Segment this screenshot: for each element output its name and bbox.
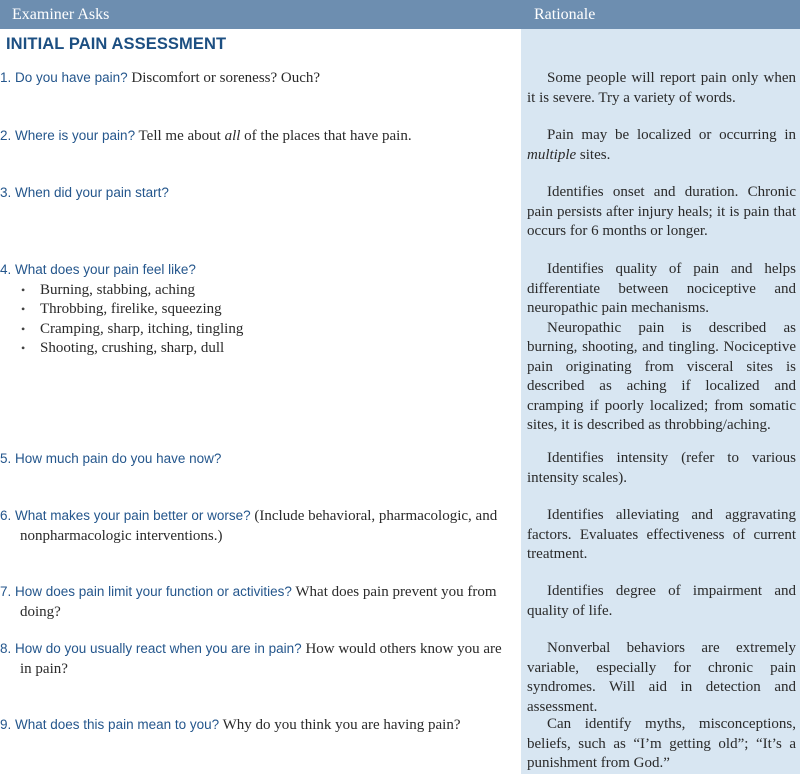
rationale-9 — [527, 715, 796, 774]
header-examiner-asks: Examiner Asks — [12, 6, 110, 23]
rationale-text-part: Pain may be localized or occurring in — [547, 127, 796, 143]
question-number: 8. — [0, 641, 12, 656]
question-lead: When did your pain start? — [15, 185, 169, 200]
list-item: • Cramping, sharp, itching, tingling — [0, 320, 512, 340]
question-number: 3. — [0, 185, 12, 200]
rationale-4 — [527, 260, 796, 436]
question-text: Discomfort or soreness? Ouch? — [127, 70, 321, 86]
question-lead: Where is your pain? — [15, 128, 136, 143]
list-item: • Shooting, crushing, sharp, dull — [0, 339, 512, 359]
rationale-text: Identifies degree of impairment and quality of life. — [527, 583, 796, 619]
rationale-3 — [527, 183, 796, 242]
question-text: How would others know you are in pain? — [20, 641, 502, 677]
rationale-text: Identifies quality of pain and helps differentiate between nociceptive and neuropathic pain mechanisms. — [527, 261, 796, 316]
rationale-text: Identifies onset and duration. Chronic pain persists after injury heals; it is pain that occurs for 6 months or longer. — [527, 184, 796, 239]
table-header — [0, 0, 800, 29]
question-2 — [0, 126, 512, 147]
question-1 — [0, 68, 512, 89]
section-title: INITIAL PAIN ASSESSMENT — [6, 35, 227, 53]
question-6 — [0, 506, 512, 546]
question-8 — [0, 639, 512, 679]
rationale-text: Neuropathic pain is described as burning, shooting, and tingling. Nociceptive pain originating from visceral sites is described as aching if localized and cramping if poorly localized; from somatic sites, it is described as throbbing/aching. — [527, 319, 796, 433]
question-text: (Include behavioral, pharmacologic, and nonpharmacologic interventions.) — [20, 508, 498, 544]
question-3 — [0, 183, 512, 204]
rationale-7 — [527, 582, 796, 621]
question-4 — [0, 260, 512, 359]
question-number: 9. — [0, 717, 12, 732]
question-text: of the places that have pain. — [240, 128, 412, 144]
rationale-text: Identifies intensity (refer to various intensity scales). — [527, 450, 796, 486]
rationale-text: Identifies alleviating and aggravating factors. Evaluates effectiveness of current treatment. — [527, 507, 796, 562]
question-lead: How do you usually react when you are in pain? — [15, 641, 302, 656]
rationale-5 — [527, 449, 796, 488]
question-lead: How does pain limit your function or activities? — [15, 584, 292, 599]
rationale-2 — [527, 126, 796, 165]
rationale-text — [527, 126, 796, 165]
question-number: 6. — [0, 508, 12, 523]
question-number: 4. — [0, 262, 12, 277]
question-lead: Do you have pain? — [15, 70, 128, 85]
question-lead: What does your pain feel like? — [15, 262, 196, 277]
rationale-text: Some people will report pain only when it is severe. Try a variety of words. — [527, 70, 796, 106]
rationale-text-part: sites. — [576, 146, 611, 163]
question-number: 7. — [0, 584, 12, 599]
rationale-emphasis: multiple — [527, 146, 577, 163]
rationale-text: Nonverbal behaviors are extremely variable, especially for chronic pain syndromes. Will aid in detection and assessment. — [527, 640, 796, 715]
question-lead: What makes your pain better or worse? — [15, 508, 251, 523]
header-rationale: Rationale — [534, 6, 596, 23]
question-emphasis: all — [224, 128, 241, 144]
question-7 — [0, 582, 512, 622]
rationale-8 — [527, 639, 796, 717]
question-9 — [0, 715, 512, 736]
rationale-text: Can identify myths, misconceptions, beliefs, such as “I’m getting old”; “It’s a punishment from God.” — [527, 716, 796, 771]
question-text: Tell me about — [135, 128, 225, 144]
question-number: 2. — [0, 128, 12, 143]
rationale-1 — [527, 69, 796, 108]
question-lead: How much pain do you have now? — [15, 451, 222, 466]
pain-descriptor-list — [0, 281, 512, 359]
question-5 — [0, 449, 512, 470]
question-lead: What does this pain mean to you? — [15, 717, 220, 732]
list-item: • Throbbing, firelike, squeezing — [0, 300, 512, 320]
question-text: What does pain prevent you from doing? — [20, 584, 497, 620]
question-number: 5. — [0, 451, 12, 466]
question-text: Why do you think you are having pain? — [219, 717, 461, 733]
rationale-6 — [527, 506, 796, 565]
question-number: 1. — [0, 70, 12, 85]
list-item: • Burning, stabbing, aching — [0, 281, 512, 301]
